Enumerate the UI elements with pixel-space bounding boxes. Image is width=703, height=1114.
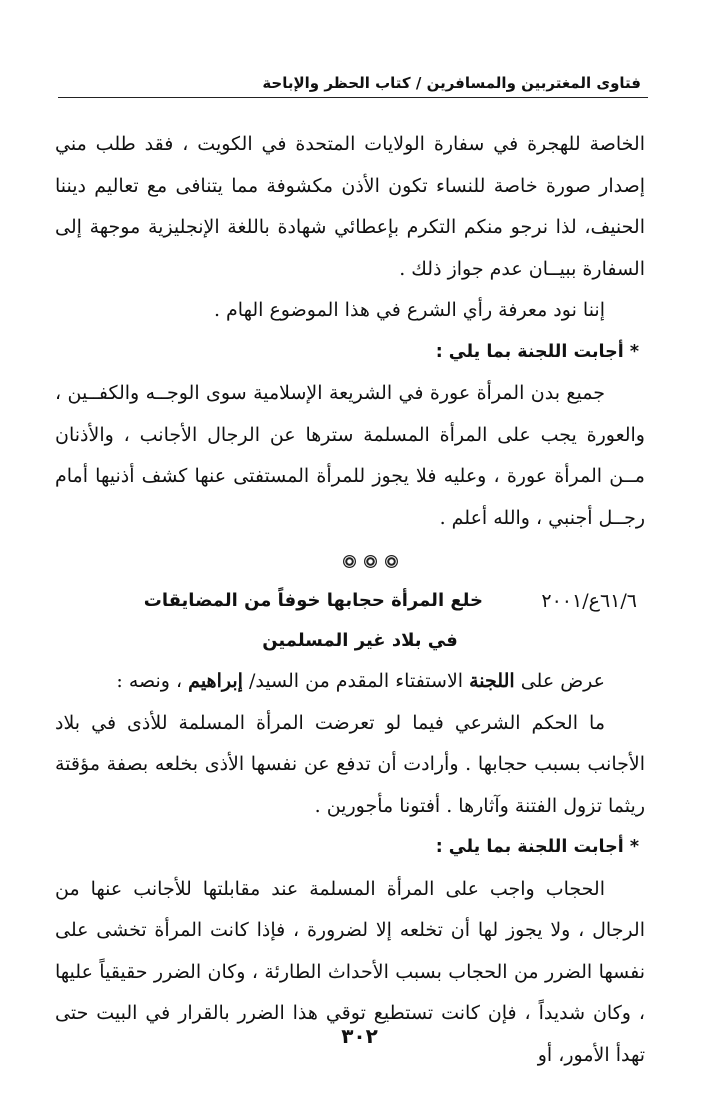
page-number: ٣٠٢ — [341, 1024, 378, 1048]
page-body — [55, 124, 645, 1076]
intro-name: إبراهيم — [188, 670, 243, 692]
intro-text: الاستفتاء المقدم من السيد/ — [242, 670, 470, 692]
ornament-icon — [364, 555, 377, 568]
ornament-icon — [385, 555, 398, 568]
fatwa-title-block — [55, 581, 645, 661]
question-closing: إننا نود معرفة رأي الشرع في هذا الموضوع الهام . — [213, 299, 605, 321]
intro-text: ، ونصه : — [116, 670, 189, 692]
intro-committee: اللجنة — [469, 670, 515, 692]
answer-text-2: الحجاب واجب على المرأة المسلمة عند مقابلتها للأجانب عنها من الرجال ، ولا يجوز لها أن تخلعه إلا لضرورة ، فإذا كانت المرأة تخشى على نفسها الضرر من الحجاب بسبب الأحداث الطارئة ، وكان الضرر حقيقياً عليها ، وكان شديداً ، فإن كانت تستطيع توقي هذا الضرر بالقرار في البيت حتى تهدأ الأمور، أو — [55, 877, 645, 1066]
fatwa-title-line-2: في بلاد غير المسلمين — [262, 630, 458, 651]
answer-heading-1: * أجابت اللجنة بما يلي : — [435, 341, 639, 362]
answer-text-1: جميع بدن المرأة عورة في الشريعة الإسلامية سوى الوجــه والكفــين ، والعورة يجب على المرأة المسلمة سترها عن الرجال الأجانب ، والأذنان مــن المرأة عورة ، وعليه فلا يجوز للمرأة المستفتى عنها كشف أذنيها أمام رجــل أجنبي ، والله أعلم . — [55, 382, 645, 529]
question-continuation: الخاصة للهجرة في سفارة الولايات المتحدة في الكويت ، فقد طلب مني إصدار صورة خاصة للنساء تكون الأذن مكشوفة مما يتنافى مع تعاليم ديننا الحنيف، لذا نرجو منكم التكرم بإعطائي شهادة باللغة الإنجليزية موجهة إلى السفارة ببيــان عدم جواز ذلك . — [55, 133, 645, 280]
ornament-icon — [343, 555, 356, 568]
fatwa-number: ٦١/٦ع/٢٠٠١ — [541, 590, 637, 612]
header-divider — [58, 97, 648, 98]
fatwa-title-line-1: خلع المرأة حجابها خوفاً من المضايقات — [143, 590, 483, 611]
intro-text: عرض على — [514, 670, 605, 692]
fatwa-intro — [55, 661, 645, 703]
question-text-2: ما الحكم الشرعي فيما لو تعرضت المرأة المسلمة للأذى في بلاد الأجانب بسبب حجابها . وأرادت أن تدفع عن نفسها الأذى بخلعه بصفة مؤقتة ريثما تزول الفتنة وآثارها . أفتونا مأجورين . — [55, 711, 645, 817]
answer-heading-2: * أجابت اللجنة بما يلي : — [435, 837, 639, 857]
running-header: فتاوى المغتربين والمسافرين / كتاب الحظر والإباحة — [262, 74, 641, 92]
section-separator — [55, 539, 645, 581]
